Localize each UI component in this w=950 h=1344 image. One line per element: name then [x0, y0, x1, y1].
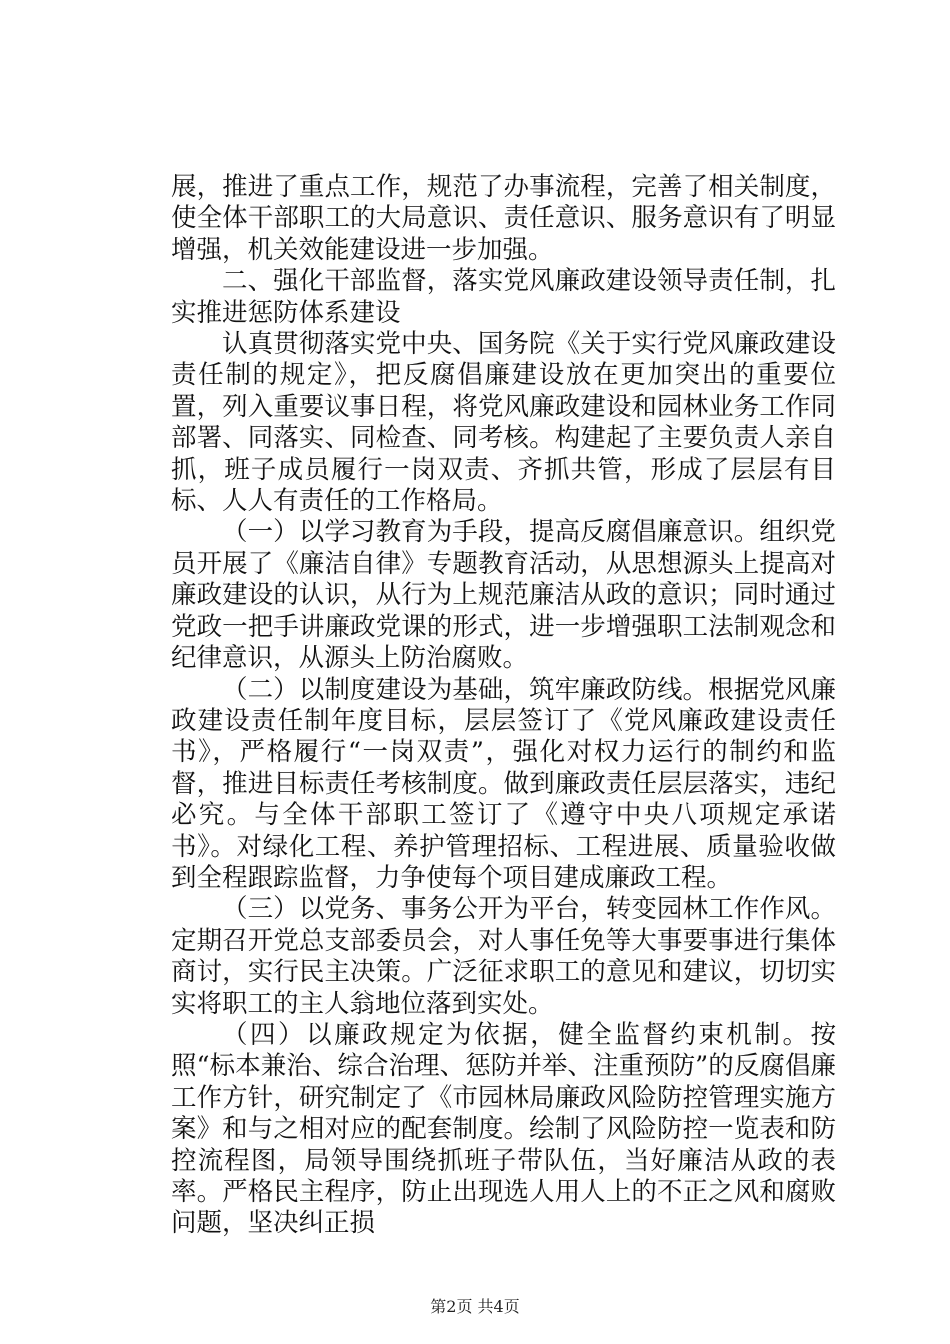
- document-body: [171, 172, 836, 1240]
- body-paragraph-5: （二）以制度建设为基础，筑牢廉政防线。根据党风廉政建设责任制年度目标，层层签订了《党风廉政建设责任书》，严格履行“一岗双责”，强化对权力运行的制约和监督，推进目标责任考核制度。做到廉政责任层层落实，违纪必究。与全体干部职工签订了《遵守中央八项规定承诺书》。对绿化工程、养护管理招标、工程进展、质量验收做到全程跟踪监督，力争使每个项目建成廉政工程。: [171, 674, 836, 893]
- body-paragraph-6: （三）以党务、事务公开为平台，转变园林工作作风。定期召开党总支部委员会，对人事任免等大事要事进行集体商讨，实行民主决策。广泛征求职工的意见和建议，切切实实将职工的主人翁地位落到实处。: [171, 894, 836, 1019]
- body-paragraph-3: 认真贯彻落实党中央、国务院《关于实行党风廉政建设责任制的规定》，把反腐倡廉建设放在更加突出的重要位置，列入重要议事日程，将党风廉政建设和园林业务工作同部署、同落实、同检查、同考核。构建起了主要负责人亲自抓，班子成员履行一岗双责、齐抓共管，形成了层层有目标、人人有责任的工作格局。: [171, 329, 836, 517]
- page-total: 共4页: [477, 1297, 520, 1316]
- page-footer: [0, 1297, 950, 1317]
- body-paragraph-1: 展，推进了重点工作，规范了办事流程，完善了相关制度，使全体干部职工的大局意识、责任意识、服务意识有了明显增强，机关效能建设进一步加强。: [171, 172, 836, 265]
- page-number: 第2页: [430, 1297, 473, 1316]
- section-heading-2: 二、强化干部监督，落实党风廉政建设领导责任制，扎实推进惩防体系建设: [171, 266, 836, 328]
- body-paragraph-4: （一）以学习教育为手段，提高反腐倡廉意识。组织党员开展了《廉洁自律》专题教育活动，从思想源头上提高对廉政建设的认识，从行为上规范廉洁从政的意识；同时通过党政一把手讲廉政党课的形式，进一步增强职工法制观念和纪律意识，从源头上防治腐败。: [171, 517, 836, 674]
- body-paragraph-7: （四）以廉政规定为依据，健全监督约束机制。按照“标本兼治、综合治理、惩防并举、注重预防”的反腐倡廉工作方针，研究制定了《市园林局廉政风险防控管理实施方案》和与之相对应的配套制度。绘制了风险防控一览表和防控流程图，局领导围绕抓班子带队伍，当好廉洁从政的表率。严格民主程序，防止出现选人用人上的不正之风和腐败问题，坚决纠正损: [171, 1019, 836, 1239]
